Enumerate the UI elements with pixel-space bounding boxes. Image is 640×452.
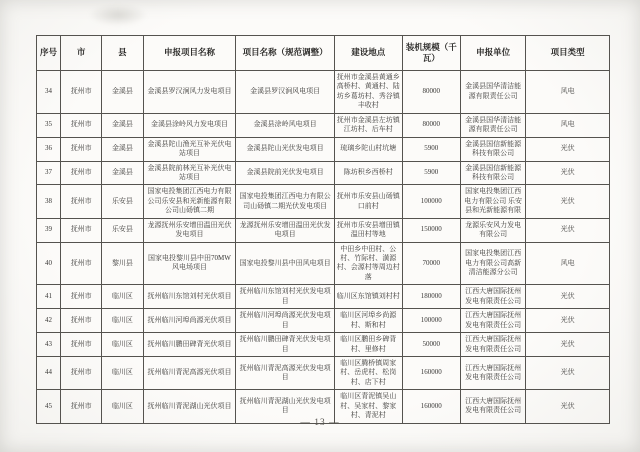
header-capacity: 装机规模（千瓦） [402, 36, 460, 71]
cell-seq: 38 [37, 185, 61, 218]
cell-location: 抚州市乐安县增田镇温田村等地 [334, 218, 402, 242]
header-location: 建设地点 [334, 36, 402, 71]
cell-declared-name: 金溪县院前林光互补光伏电站项目 [143, 161, 236, 185]
cell-adjusted-name: 金溪县院前光伏发电项目 [236, 161, 335, 185]
cell-project-type: 光伏 [526, 309, 610, 333]
cell-adjusted-name: 金溪县涂岭风电项目 [236, 113, 335, 137]
cell-applicant: 金溪县国信新能源科技有限公司 [460, 161, 525, 185]
cell-seq: 43 [37, 333, 61, 357]
cell-capacity-kw: 150000 [402, 218, 460, 242]
cell-project-type: 光伏 [526, 333, 610, 357]
cell-adjusted-name: 国家电投集团江西电力有限公司山砀镇二期光伏发电项目 [236, 185, 335, 218]
cell-county: 乐安县 [102, 185, 143, 218]
table-row [37, 185, 610, 218]
cell-adjusted-name: 抚州临川青泥高源光伏发电项目 [236, 356, 335, 389]
cell-capacity-kw: 160000 [402, 390, 460, 423]
cell-adjusted-name: 龙源抚州乐安增田温田光伏发电项目 [236, 218, 335, 242]
cell-applicant: 龙源乐安风力发电有限公司 [460, 218, 525, 242]
cell-capacity-kw: 5900 [402, 161, 460, 185]
cell-project-type: 光伏 [526, 218, 610, 242]
cell-county: 临川区 [102, 356, 143, 389]
cell-declared-name: 金溪县罗汉涧风力发电项目 [143, 71, 236, 114]
cell-county: 临川区 [102, 390, 143, 423]
cell-applicant: 江西大唐国际抚州发电有限责任公司 [460, 333, 525, 357]
cell-capacity-kw: 100000 [402, 185, 460, 218]
cell-location: 抚州市金溪县黄通乡高桥村、黄通村、陆坊乡葛坊村、秀谷镇丰收村 [334, 71, 402, 114]
cell-declared-name: 抚州临川鹏田碑背光伏项目 [143, 333, 236, 357]
table-row [37, 71, 610, 114]
table-row [37, 113, 610, 137]
cell-location: 临川区河埠乡尚源村、斯和村 [334, 309, 402, 333]
cell-city: 抚州市 [61, 218, 102, 242]
table-row [37, 161, 610, 185]
cell-applicant: 金溪县国信新能源科技有限公司 [460, 137, 525, 161]
cell-declared-name: 抚州临川青泥高源光伏项目 [143, 356, 236, 389]
cell-county: 金溪县 [102, 137, 143, 161]
cell-project-type: 光伏 [526, 185, 610, 218]
table-row [37, 218, 610, 242]
cell-seq: 37 [37, 161, 61, 185]
cell-capacity-kw: 80000 [402, 113, 460, 137]
cell-project-type: 光伏 [526, 161, 610, 185]
cell-city: 抚州市 [61, 185, 102, 218]
cell-project-type: 光伏 [526, 285, 610, 309]
page-number: — 13 — [300, 418, 340, 428]
header-adjusted-name: 项目名称（规范调整） [236, 36, 335, 71]
table-row [37, 285, 610, 309]
cell-applicant: 金溪县国华清洁能源有限责任公司 [460, 71, 525, 114]
cell-adjusted-name: 抚州临川青泥湖山光伏发电项目 [236, 390, 335, 423]
cell-seq: 42 [37, 309, 61, 333]
cell-seq: 41 [37, 285, 61, 309]
cell-capacity-kw: 50000 [402, 333, 460, 357]
header-declared-name: 申报项目名称 [143, 36, 236, 71]
cell-location: 抚州市金溪县左坊镇江坊村、后车村 [334, 113, 402, 137]
cell-location: 临川区东馆镇刘村村 [334, 285, 402, 309]
scan-smudge-artifact [88, 4, 148, 26]
cell-project-type: 光伏 [526, 356, 610, 389]
cell-declared-name: 金溪县陀山渔光互补光伏电站项目 [143, 137, 236, 161]
table-row [37, 137, 610, 161]
cell-county: 金溪县 [102, 113, 143, 137]
header-applicant: 申报单位 [460, 36, 525, 71]
cell-location: 抚州市乐安县山砀镇口前村 [334, 185, 402, 218]
cell-applicant: 金溪县国华清洁能源有限责任公司 [460, 113, 525, 137]
cell-declared-name: 金溪县涂岭风力发电项目 [143, 113, 236, 137]
cell-applicant: 江西大唐国际抚州发电有限责任公司 [460, 356, 525, 389]
cell-project-type: 光伏 [526, 390, 610, 423]
cell-city: 抚州市 [61, 113, 102, 137]
table-header [37, 36, 610, 71]
cell-county: 黎川县 [102, 242, 143, 285]
table-row [37, 242, 610, 285]
cell-seq: 35 [37, 113, 61, 137]
cell-applicant: 江西大唐国际抚州发电有限责任公司 [460, 390, 525, 423]
cell-project-type: 风电 [526, 113, 610, 137]
header-city: 市 [61, 36, 102, 71]
table-body [37, 71, 610, 424]
header-seq: 序号 [37, 36, 61, 71]
cell-project-type: 风电 [526, 71, 610, 114]
cell-county: 金溪县 [102, 71, 143, 114]
table-header-row [37, 36, 610, 71]
cell-capacity-kw: 180000 [402, 285, 460, 309]
header-project-type: 项目类型 [526, 36, 610, 71]
cell-declared-name: 国家电投黎川县中田70MW风电场项目 [143, 242, 236, 285]
project-declaration-table [36, 35, 610, 424]
cell-capacity-kw: 70000 [402, 242, 460, 285]
cell-applicant: 国家电投集团江西电力有限公司 乐安县和光新能源有限 [460, 185, 525, 218]
cell-location: 琉璃乡陀山村坑塘 [334, 137, 402, 161]
cell-location: 临川区青泥镇吴山村、吴家村、黎家村、青泥村 [334, 390, 402, 423]
cell-city: 抚州市 [61, 161, 102, 185]
cell-seq: 36 [37, 137, 61, 161]
table-row [37, 356, 610, 389]
cell-applicant: 江西大唐国际抚州发电有限责任公司 [460, 309, 525, 333]
table-row [37, 309, 610, 333]
cell-city: 抚州市 [61, 390, 102, 423]
cell-city: 抚州市 [61, 242, 102, 285]
cell-city: 抚州市 [61, 285, 102, 309]
cell-applicant: 国家电投集团江西电力有限公司高新清洁能源分公司 [460, 242, 525, 285]
cell-location: 临川区腾桥镇周家村、岳虎村、松岗村、店下村 [334, 356, 402, 389]
cell-adjusted-name: 国家电投黎川县中田风电项目 [236, 242, 335, 285]
cell-location: 陈坊积乡西桥村 [334, 161, 402, 185]
cell-city: 抚州市 [61, 137, 102, 161]
cell-seq: 44 [37, 356, 61, 389]
table-row [37, 333, 610, 357]
cell-adjusted-name: 抚州临川河埠尚源光伏发电项目 [236, 309, 335, 333]
cell-seq: 34 [37, 71, 61, 114]
cell-adjusted-name: 金溪县罗汉涧风电项目 [236, 71, 335, 114]
cell-declared-name: 抚州临川东馆刘村光伏项目 [143, 285, 236, 309]
cell-city: 抚州市 [61, 356, 102, 389]
cell-declared-name: 抚州临川青泥湖山光伏项目 [143, 390, 236, 423]
cell-adjusted-name: 抚州临川鹏田碑背光伏发电项目 [236, 333, 335, 357]
cell-capacity-kw: 160000 [402, 356, 460, 389]
header-county: 县 [102, 36, 143, 71]
cell-declared-name: 抚州临川河埠尚源光伏项目 [143, 309, 236, 333]
cell-location: 临川区鹏田乡碑背村、里修村 [334, 333, 402, 357]
cell-city: 抚州市 [61, 333, 102, 357]
cell-city: 抚州市 [61, 71, 102, 114]
cell-project-type: 风电 [526, 242, 610, 285]
cell-capacity-kw: 5900 [402, 137, 460, 161]
cell-capacity-kw: 80000 [402, 71, 460, 114]
cell-capacity-kw: 100000 [402, 309, 460, 333]
cell-adjusted-name: 抚州临川东馆刘村光伏发电项目 [236, 285, 335, 309]
cell-seq: 45 [37, 390, 61, 423]
cell-applicant: 江西大唐国际抚州发电有限责任公司 [460, 285, 525, 309]
cell-adjusted-name: 金溪县陀山光伏发电项目 [236, 137, 335, 161]
cell-county: 临川区 [102, 333, 143, 357]
cell-location: 中田乡中田村、公村、竹际村、潢源村、会源村等周边村落 [334, 242, 402, 285]
cell-county: 金溪县 [102, 161, 143, 185]
cell-county: 临川区 [102, 285, 143, 309]
cell-county: 临川区 [102, 309, 143, 333]
cell-county: 乐安县 [102, 218, 143, 242]
cell-city: 抚州市 [61, 309, 102, 333]
cell-declared-name: 国家电投集团江西电力有限公司乐安县和光新能源有限公司山砀镇二期 [143, 185, 236, 218]
cell-seq: 39 [37, 218, 61, 242]
cell-declared-name: 龙源抚州乐安增田温田光伏发电项目 [143, 218, 236, 242]
cell-seq: 40 [37, 242, 61, 285]
cell-project-type: 光伏 [526, 137, 610, 161]
